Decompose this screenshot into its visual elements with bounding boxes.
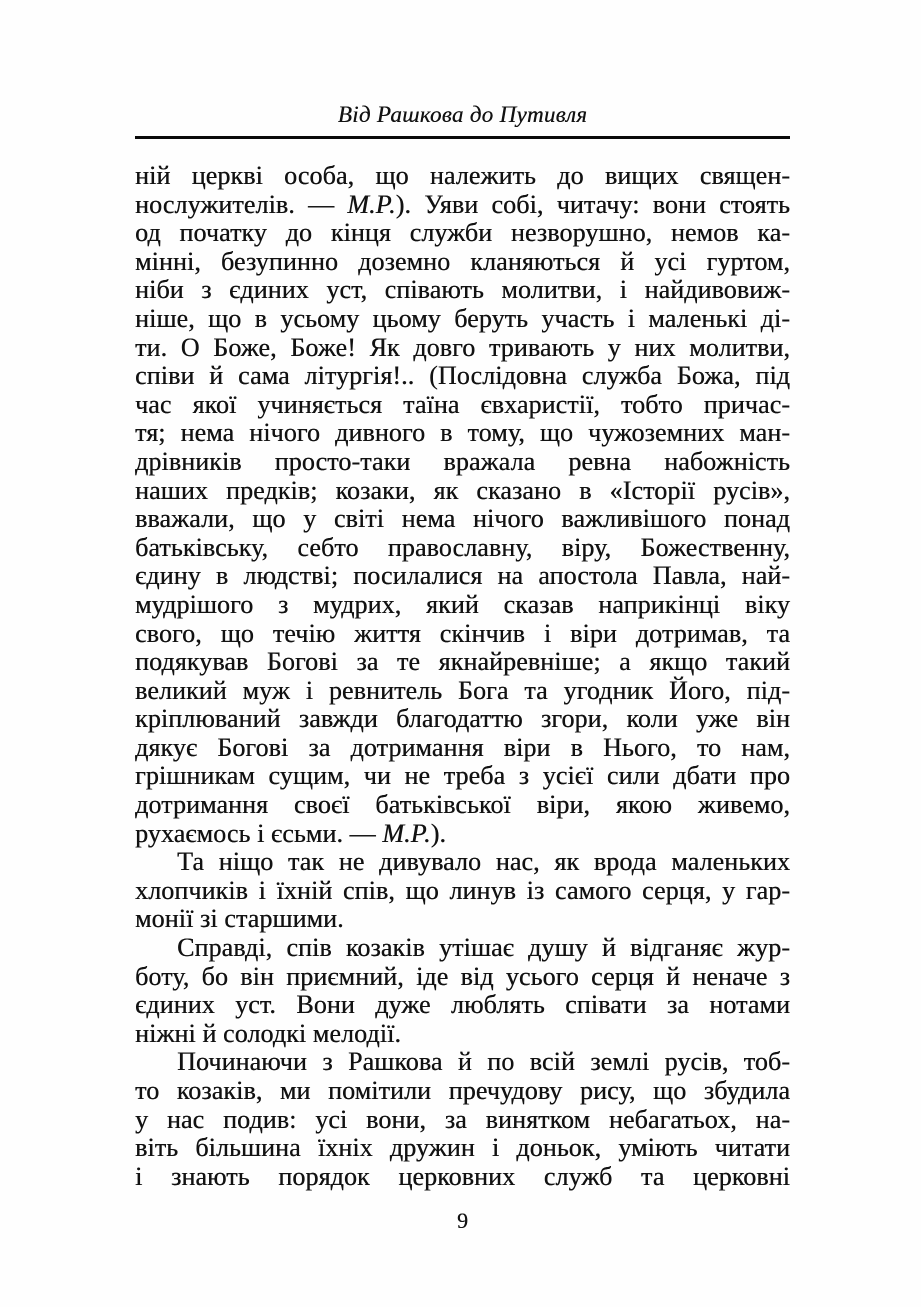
text-segment: рухаємось і єсьми. — xyxy=(135,818,383,848)
italic-abbreviation: М.Р. xyxy=(347,189,396,219)
text-line: подякував Богові за те якнайревніше; а якщо такий xyxy=(135,647,790,677)
text-line: свого, що течію життя скінчив і віри дотримав, та xyxy=(135,618,790,648)
text-line: єдину в людстві; посилалися на апостола Павла, най- xyxy=(135,561,790,591)
text-line: хлопчиків і їхній спів, що линув із самого серця, у гар- xyxy=(135,875,790,905)
header-rule xyxy=(135,136,790,139)
text-line: ти. О Боже, Боже! Як довго тривають у них молитви, xyxy=(135,332,790,362)
page-number: 9 xyxy=(457,1208,468,1233)
text-line: Та ніщо так не дивувало нас, як врода маленьких xyxy=(177,847,790,877)
text-line: боту, бо він приємний, іде від усього серця й неначе з xyxy=(135,961,790,991)
text-line: то козаків, ми помітили пречудову рису, що збудила xyxy=(135,1076,790,1105)
text-line: віть більшина їхніх дружин і доньок, уміють читати xyxy=(135,1133,790,1163)
text-line: єдиних уст. Вони дуже люблять співати за нотами xyxy=(135,990,790,1020)
body-text xyxy=(135,162,790,1191)
text-line: од початку до кінця служби незворушно, немов ка- xyxy=(135,218,790,248)
text-line: у нас подив: усі вони, за винятком небагатьох, на- xyxy=(135,1104,790,1134)
text-line: батьківську, себто православну, віру, Божественну, xyxy=(135,532,790,562)
text-line: ній церкві особа, що належить до вищих священ- xyxy=(135,161,790,190)
text-line: мудрішого з мудрих, який сказав наприкінці віку xyxy=(135,589,790,619)
text-line: великий муж і ревнитель Бога та угодник Його, під- xyxy=(135,675,790,705)
text-segment: ). Уяви собі, читачу: вони стоять xyxy=(395,189,791,219)
text-line: час якої учиняється таїна євхаристії, тобто причас- xyxy=(135,389,790,419)
text-line: ніжні й солодкі мелодії. xyxy=(135,1018,401,1048)
text-line: монії зі старшими. xyxy=(135,904,344,934)
text-line: дрівників просто-таки вражала ревна набожність xyxy=(135,446,790,476)
text-line: грішникам сущим, чи не треба з усієї сили дбати про xyxy=(135,761,790,791)
text-line: кріплюваний завжди благодаттю згори, коли уже він xyxy=(135,704,790,734)
text-line: Справді, спів козаків утішає душу й відганяє жур- xyxy=(177,933,790,963)
text-column xyxy=(135,0,790,1307)
text-line: тя; нема нічого дивного в тому, що чужоземних ман- xyxy=(135,418,790,448)
text-line: ніби з єдиних уст, співають молитви, і найдивовиж- xyxy=(135,275,790,305)
text-line: мінні, безупинно доземно кланяються й усі гуртом, xyxy=(135,246,790,276)
text-segment: нослужителів. — xyxy=(135,189,348,219)
text-segment: ). xyxy=(430,818,446,848)
text-line: наших предків; козаки, як сказано в «Історії русів», xyxy=(135,475,790,505)
text-line: дякує Богові за дотримання віри в Нього, то нам, xyxy=(135,732,790,762)
text-line: ніше, що в усьому цьому беруть участь і маленькі ді- xyxy=(135,303,790,333)
running-header: Від Рашкова до Путивля xyxy=(337,102,588,127)
italic-abbreviation: М.Р. xyxy=(382,818,431,848)
text-line xyxy=(135,191,790,220)
text-line: дотримання своєї батьківської віри, якою живемо, xyxy=(135,790,790,820)
text-line xyxy=(135,820,790,849)
text-line: співи й сама літургія!.. (Послідовна служба Божа, під xyxy=(135,361,790,391)
text-line: і знають порядок церковних служб та церковні xyxy=(135,1161,790,1191)
text-line: Починаючи з Рашкова й по всій землі русів, тоб- xyxy=(177,1047,790,1077)
text-line: вважали, що у світі нема нічого важливішого понад xyxy=(135,504,790,534)
